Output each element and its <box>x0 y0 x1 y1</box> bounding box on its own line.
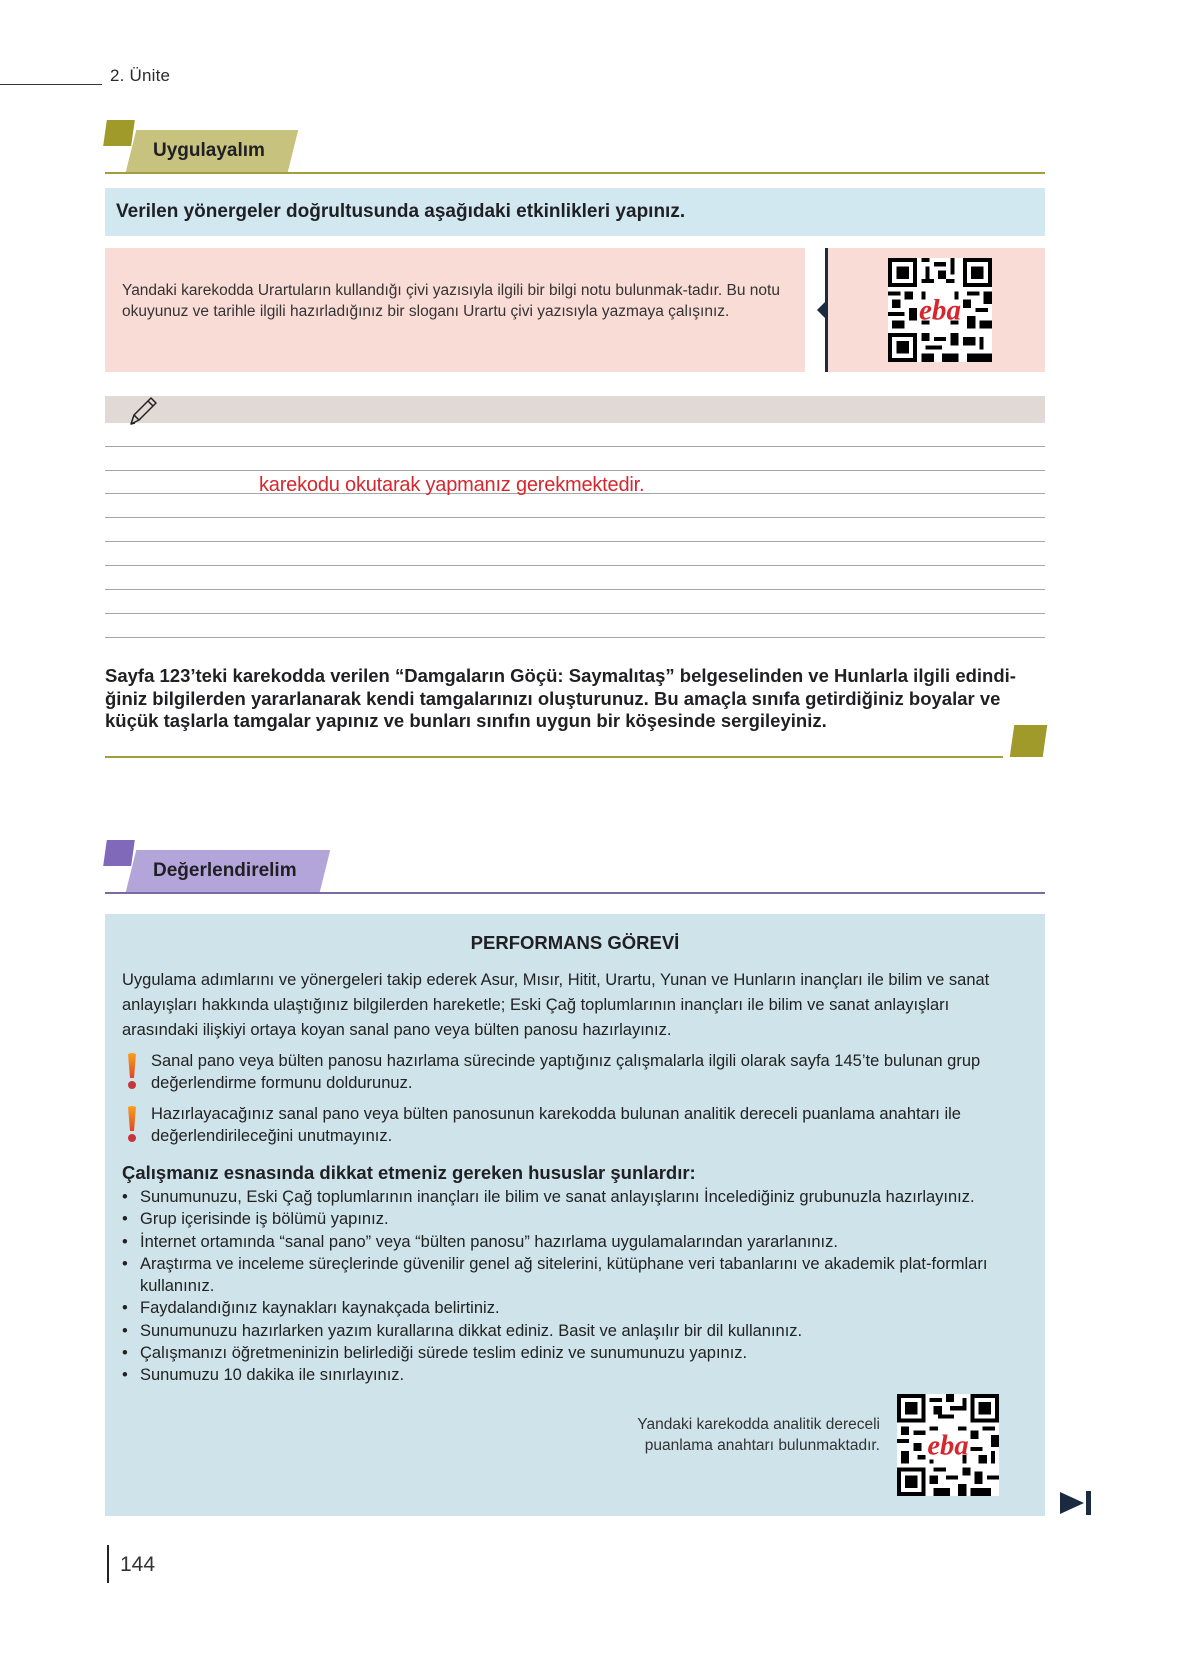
attention-item: • Çalışmanızı öğretmeninizin belirlediği sürede teslim ediniz ve sunumunuzu yapınız. <box>122 1342 1027 1364</box>
qr-required-note: karekodu okutarak yapmanız gerekmektedir. <box>259 474 645 496</box>
header-rule <box>0 84 102 85</box>
exclamation-icon <box>122 1052 142 1092</box>
qr-caption-line: Yandaki karekodda analitik dereceli <box>637 1416 880 1433</box>
activity-1-box <box>105 248 805 372</box>
qr-caption-line: puanlama anahtarı bulunmaktadır. <box>644 1437 880 1454</box>
eba-qr-code-icon[interactable] <box>888 258 992 362</box>
exclamation-icon <box>122 1105 142 1145</box>
attention-heading: Çalışmanız esnasında dikkat etmeniz gereken hususlar şunlardır: <box>122 1162 696 1183</box>
performance-intro: Uygulama adımlarını ve yönergeleri takip ederek Asur, Mısır, Hitit, Urartu, Yunan ve Hunların inançları ile bilim ve sanat anlayışları hakkında ulaştığınız bilgilerden hareketle; Eski Çağ toplumlarının inançları ile bilim ve sanat anlayışları arasındaki ilişkiyi ortaya koyan sanal pano veya bülten panosu hazırlayınız. <box>122 971 990 1039</box>
attention-item: • Faydalandığınız kaynakları kaynakçada belirtiniz. <box>122 1297 1027 1319</box>
section-end-marker <box>1010 725 1047 757</box>
writing-line <box>105 589 1045 590</box>
page-number: 144 <box>120 1553 156 1576</box>
svg-text:eba: eba <box>918 294 962 327</box>
qr-pointer-icon <box>817 300 827 320</box>
writing-line <box>105 517 1045 518</box>
writing-line <box>105 565 1045 566</box>
section-tab <box>126 850 330 892</box>
qr-caption <box>580 1414 880 1456</box>
writing-line <box>105 446 1045 447</box>
attention-item: • Araştırma ve inceleme süreçlerinde güvenilir genel ağ sitelerini, kütüphane veri tabanlarını ve akademik plat-formları kullanınız. <box>122 1253 1027 1298</box>
activity-2-text: Sayfa 123’teki karekodda verilen “Damgaların Göçü: Saymalıtaş” belgeselinden ve Hunlarla ilgili edindi-ğiniz bilgilerden yararlanarak kendi tamgalarınızı oluşturunuz. Bu amaçla sınıfa getirdiğiniz boyalar ve küçük taşlarla tamgalar yapınız ve bunları sınıfın uygun bir köşesinde sergileyiniz. <box>105 665 1016 731</box>
activity-1-text: Yandaki karekodda Urartuların kullandığı çivi yazısıyla ilgili bir bilgi notu bulunmak-tadır. Bu notu okuyunuz ve tarihle ilgili hazırladığınız bir sloganı Urartu çivi yazısıyla yazmaya çalışınız. <box>122 282 780 320</box>
pencil-icon <box>127 394 159 428</box>
section-tab <box>126 130 298 172</box>
writing-line <box>105 613 1045 614</box>
page-number-rule <box>107 1545 109 1583</box>
svg-text:eba: eba <box>927 1430 969 1462</box>
instruction-bar <box>105 188 1045 236</box>
warning-text: Sanal pano veya bülten panosu hazırlama sürecinde yaptığınız çalışmalarla ilgili olarak sayfa 145’te bulunan grup değerlendirme formunu doldurunuz. <box>151 1052 981 1092</box>
instruction-text: Verilen yönergeler doğrultusunda aşağıdaki etkinlikleri yapınız. <box>116 201 686 222</box>
performance-title: PERFORMANS GÖREVİ <box>470 932 680 953</box>
skip-next-icon[interactable] <box>1060 1490 1094 1516</box>
answer-header-bar <box>105 396 1045 423</box>
section-title: Uygulayalım <box>153 140 265 161</box>
attention-list <box>122 1186 1027 1387</box>
attention-item: • Sunumunuzu hazırlarken yazım kurallarına dikkat ediniz. Basit ve anlaşılır bir dil kullanınız. <box>122 1320 1027 1342</box>
attention-item: • İnternet ortamında “sanal pano” veya “bülten panosu” hazırlama uygulamalarından yararlanınız. <box>122 1231 1027 1253</box>
writing-line <box>105 470 1045 471</box>
eba-qr-code-icon[interactable] <box>897 1394 999 1496</box>
attention-item: • Sunumunuzu, Eski Çağ toplumlarının inançları ile bilim ve sanat anlayışlarını İncelediğiniz grubunuzla hazırlayınız. <box>122 1186 1027 1208</box>
writing-line <box>105 637 1045 638</box>
warning-text: Hazırlayacağınız sanal pano veya bülten panosunun karekodda bulunan analitik dereceli puanlama anahtarı ile değerlendirileceğini unutmayınız. <box>151 1105 961 1145</box>
performance-task-box <box>105 914 1045 1516</box>
section-rule <box>105 172 1045 174</box>
attention-item: • Sunumuzu 10 dakika ile sınırlayınız. <box>122 1364 1027 1386</box>
section-rule <box>105 892 1045 894</box>
section-title: Değerlendirelim <box>153 860 297 881</box>
section-end-rule <box>105 756 1003 758</box>
unit-label: 2. Ünite <box>110 66 171 85</box>
writing-line <box>105 541 1045 542</box>
qr-panel <box>828 248 1045 372</box>
attention-item: • Grup içerisinde iş bölümü yapınız. <box>122 1208 1027 1230</box>
